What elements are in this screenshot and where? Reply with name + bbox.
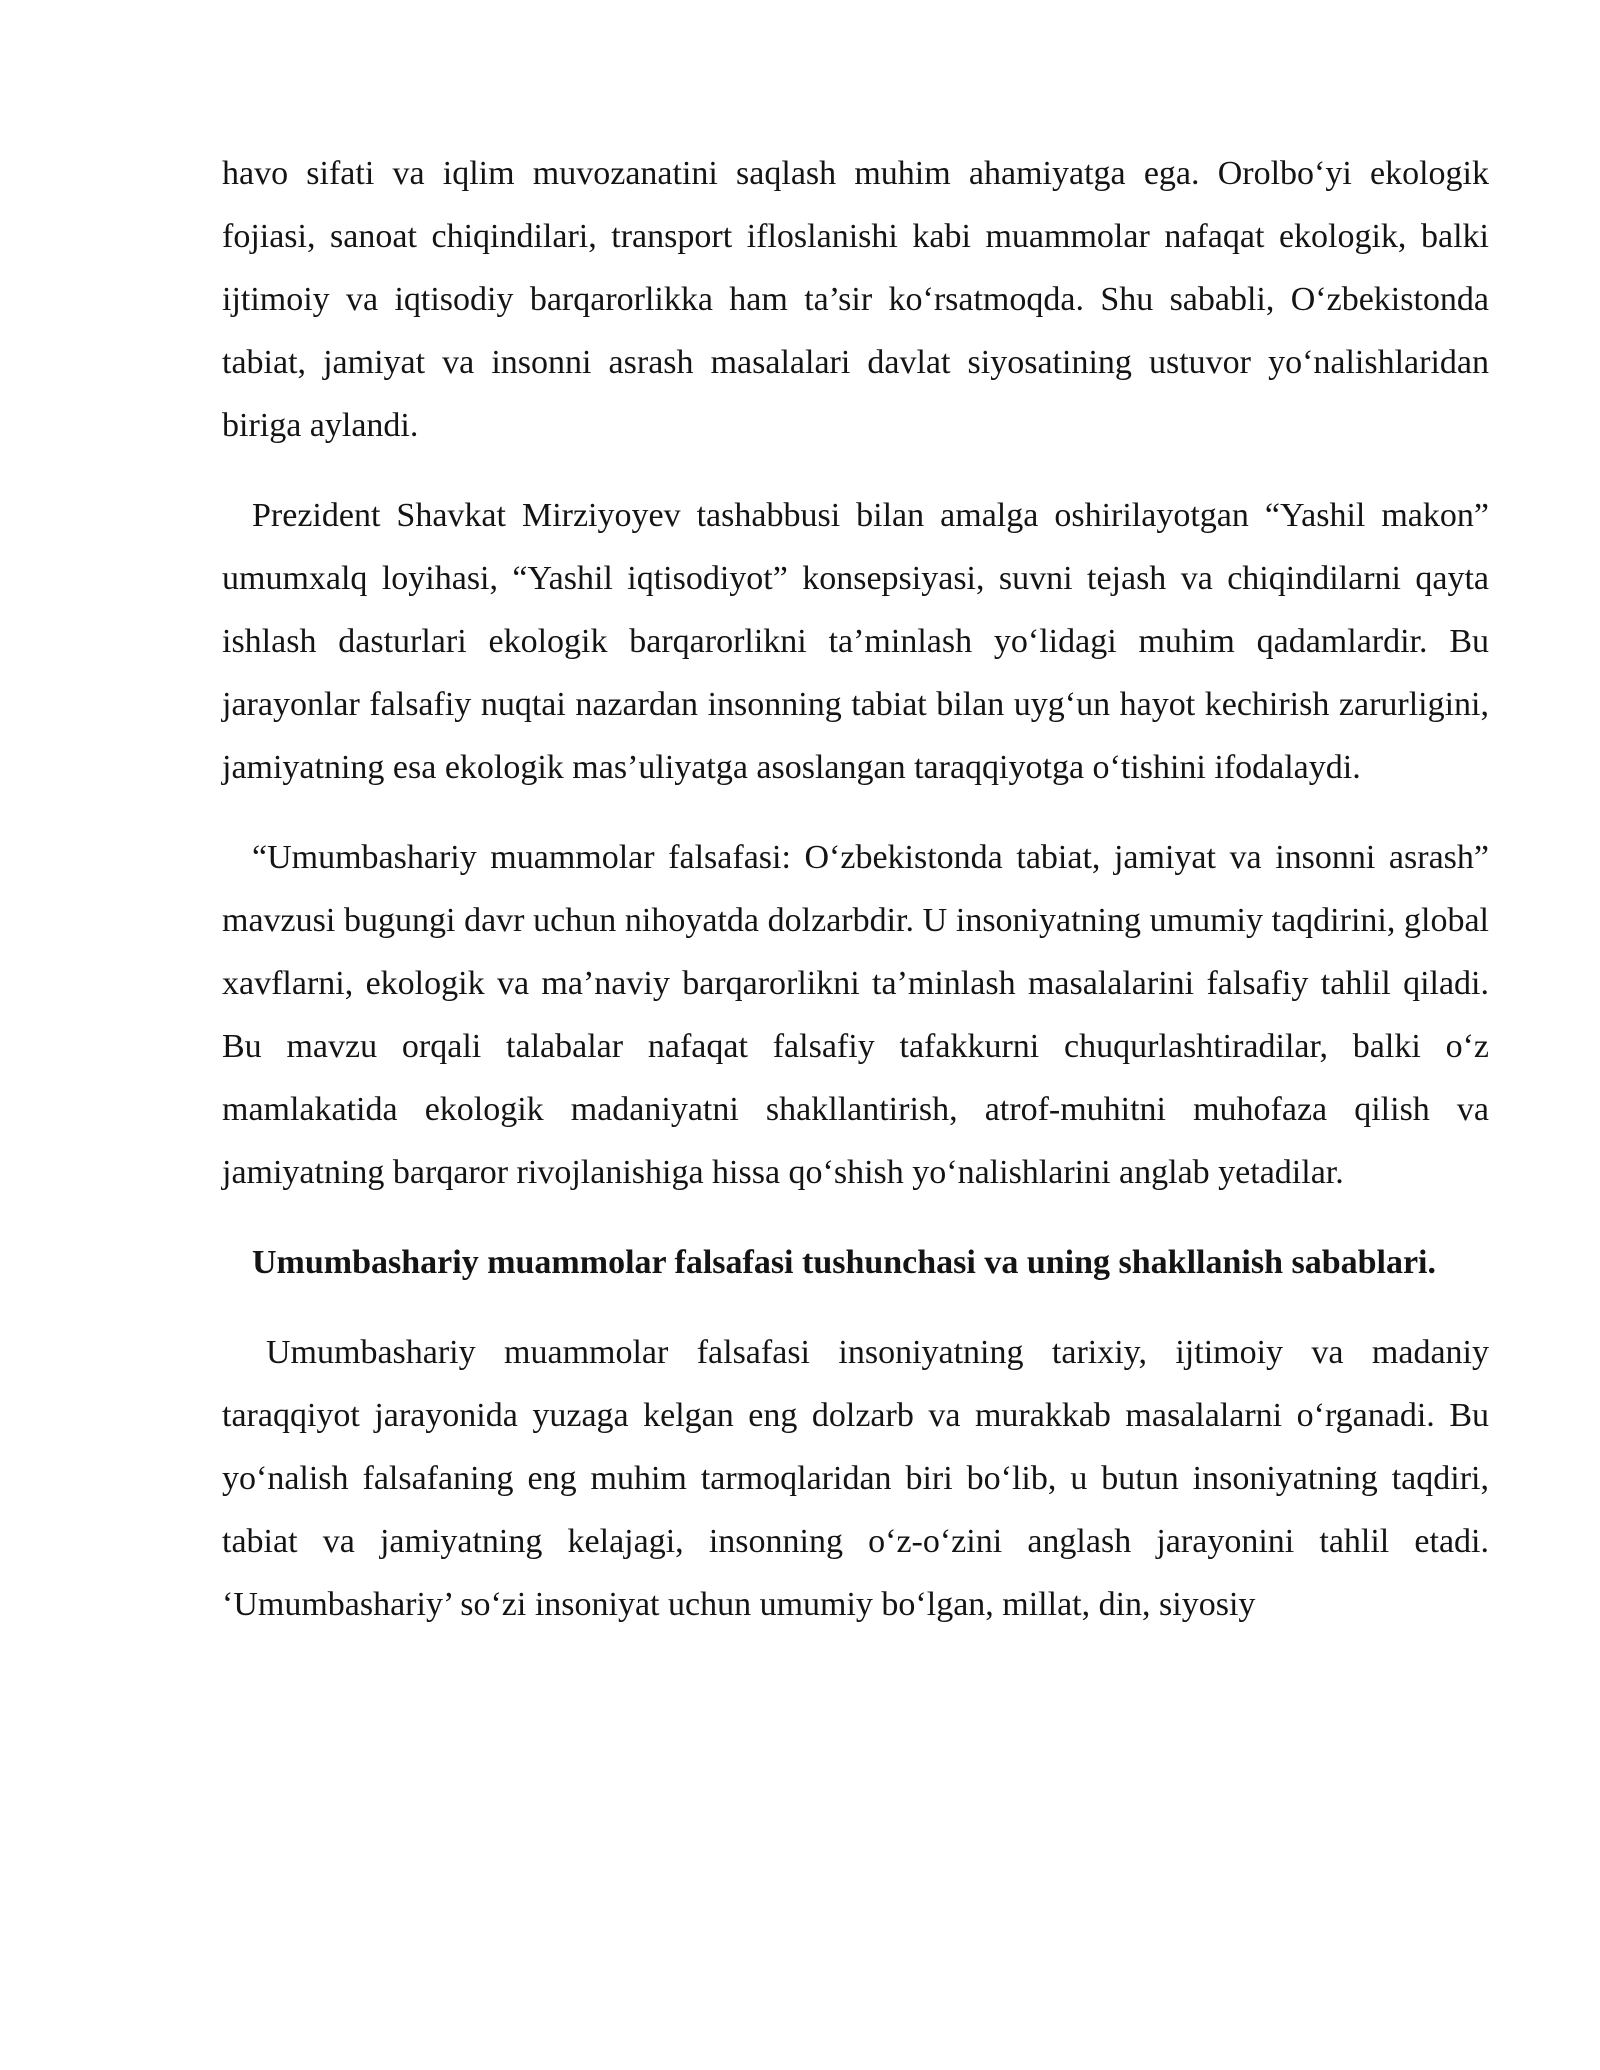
paragraph-topic-relevance: “Umumbashariy muammolar falsafasi: O‘zbekistonda tabiat, jamiyat va insonni asrash” mavzusi bugungi davr uchun nihoyatda dolzarbdir. U insoniyatning umumiy taqdirini, global xavflarni, ekologik va ma’naviy barqarorlikni ta’minlash masalalarini falsafiy tahlil qiladi. Bu mavzu orqali talabalar nafaqat falsafiy tafakkurni chuqurlashtiradilar, balki o‘z mamlakatida ekologik madaniyatni shakllantirish, atrof-muhitni muhofaza qilish va jamiyatning barqaror rivojlanishiga hissa qo‘shish yo‘nalishlarini anglab yetadilar. — [222, 839, 1489, 1191]
paragraph-intro-continuation: havo sifati va iqlim muvozanatini saqlash muhim ahamiyatga ega. Orolbo‘yi ekologik fojiasi, sanoat chiqindilari, transport ifloslanishi kabi muammolar nafaqat ekologik, balki ijtimoiy va iqtisodiy barqarorlikka ham ta’sir ko‘rsatmoqda. Shu sababli, O‘zbekistonda tabiat, jamiyat va insonni asrash masalalari davlat siyosatining ustuvor yo‘nalishlaridan biriga aylandi. — [222, 155, 1489, 444]
document-page — [222, 142, 1489, 1636]
section-heading: Umumbashariy muammolar falsafasi tushunchasi va uning shakllanish sabablari. — [252, 1244, 1437, 1281]
paragraph-yashil-makon: Prezident Shavkat Mirziyoyev tashabbusi bilan amalga oshirilayotgan “Yashil makon” umumxalq loyihasi, “Yashil iqtisodiyot” konsepsiyasi, suvni tejash va chiqindilarni qayta ishlash dasturlari ekologik barqarorlikni ta’minlash yo‘lidagi muhim qadamlardir. Bu jarayonlar falsafiy nuqtai nazardan insonning tabiat bilan uyg‘un hayot kechirish zarurligini, jamiyatning esa ekologik mas’uliyatga asoslangan taraqqiyotga o‘tishini ifodalaydi. — [222, 497, 1489, 786]
paragraph-section-body: Umumbashariy muammolar falsafasi insoniyatning tarixiy, ijtimoiy va madaniy taraqqiyot jarayonida yuzaga kelgan eng dolzarb va murakkab masalalarni o‘rganadi. Bu yo‘nalish falsafaning eng muhim tarmoqlaridan biri bo‘lib, u butun insoniyatning taqdiri, tabiat va jamiyatning kelajagi, insonning o‘z-o‘zini anglash jarayonini tahlil etadi. ‘Umumbashariy’ so‘zi insoniyat uchun umumiy bo‘lgan, millat, din, siyosiy — [222, 1334, 1489, 1623]
